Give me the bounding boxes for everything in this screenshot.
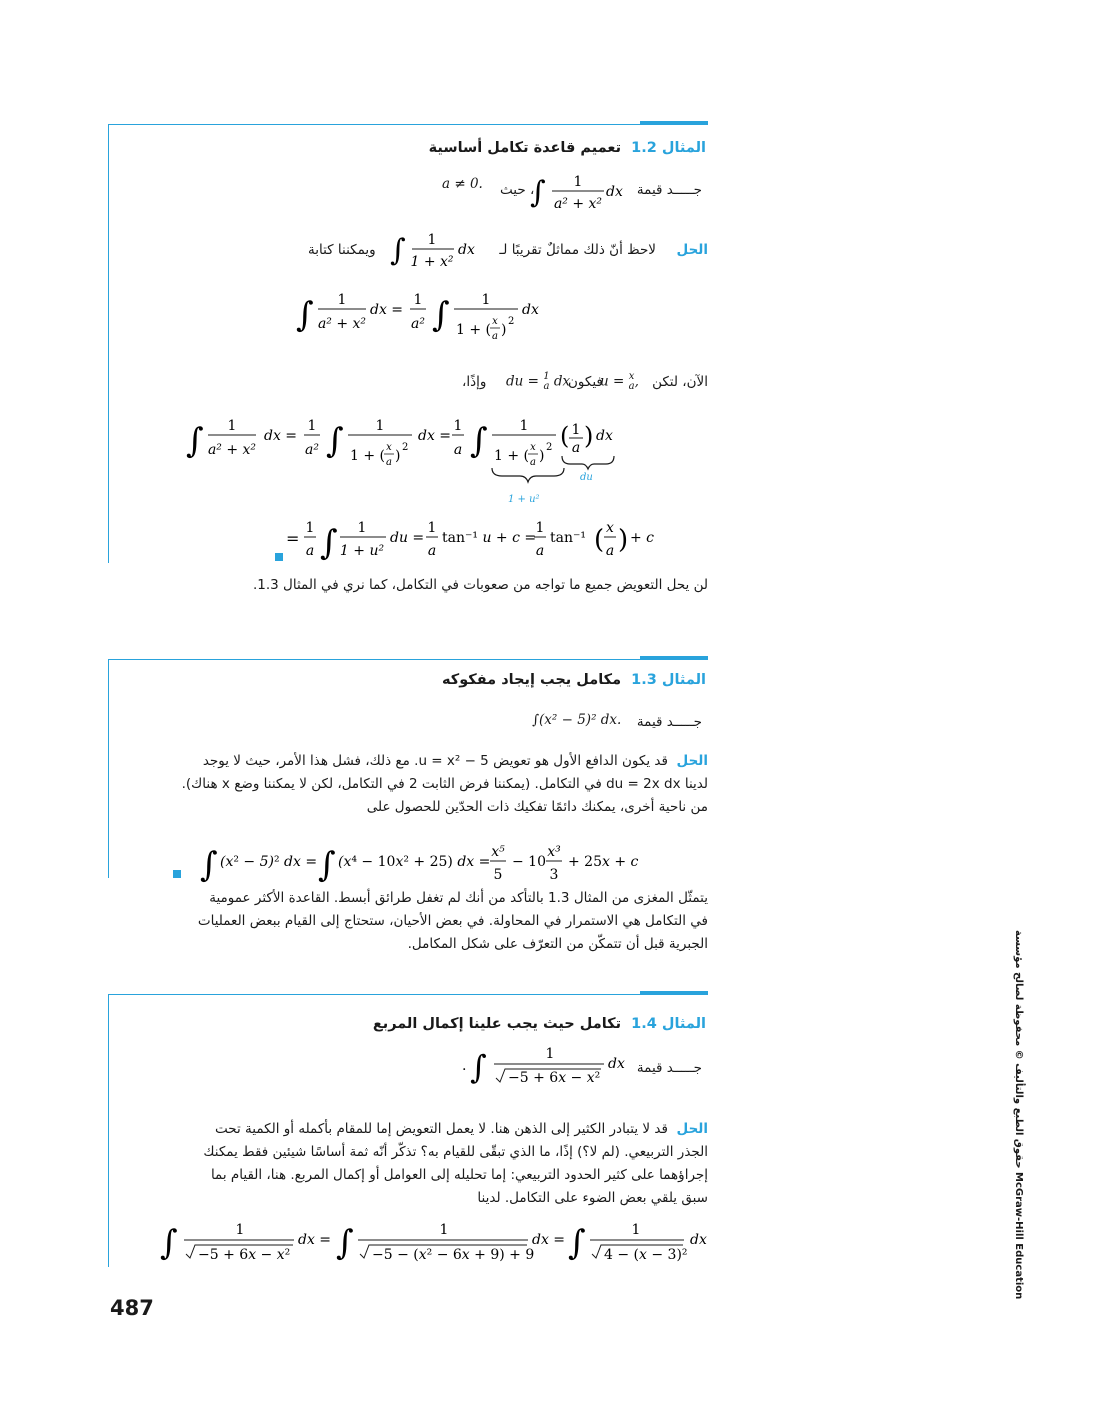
svg-text:dx =: dx =	[418, 428, 452, 444]
svg-text:x: x	[492, 316, 498, 327]
svg-text:x⁵: x⁵	[491, 844, 505, 860]
svg-text:x³: x³	[547, 844, 561, 860]
svg-text:4 − (x − 3)²: 4 − (x − 3)²	[604, 1247, 688, 1263]
svg-text:−5 + 6x − x²: −5 + 6x − x²	[508, 1070, 601, 1086]
solution-label: الحل	[676, 242, 708, 258]
para-line-1: يتمثّل المغزى من المثال 1.3 بالتأكد من أنك لم تغفل طرائق أبسط. القاعدة الأكثر عمومية	[209, 890, 708, 906]
svg-text:1: 1	[413, 292, 423, 308]
svg-text:a: a	[571, 440, 581, 456]
svg-text:dx: dx	[458, 242, 475, 258]
find-text: جـــــد قيمة	[636, 1060, 702, 1076]
equation-3	[282, 512, 662, 572]
svg-text:x: x	[606, 520, 614, 536]
svg-text:1: 1	[337, 292, 347, 308]
svg-text:1: 1	[357, 520, 367, 536]
svg-text:a²: a²	[305, 442, 319, 458]
solution-line-1: الحل قد يكون الدافع الأول هو تعويض u = x² − 5. مع ذلك، فشل هذا الأمر، حيث لا يوجد	[202, 753, 708, 769]
svg-text:∫: ∫	[530, 175, 546, 210]
integral-expression	[386, 228, 486, 273]
ex14-find-line	[460, 1042, 710, 1092]
svg-text:a² + x²: a² + x²	[207, 442, 257, 458]
svg-text:dx =: dx =	[298, 1232, 332, 1248]
solution-line-4: سبق يلقي بعض الضوء على التكامل. لدينا	[477, 1190, 708, 1206]
svg-text:a: a	[605, 543, 615, 559]
svg-text:∫: ∫	[326, 421, 344, 461]
svg-text:(: (	[560, 422, 570, 450]
svg-text:a: a	[427, 543, 437, 559]
svg-text:dx =: dx =	[370, 302, 404, 318]
svg-text:+ c: + c	[630, 530, 655, 546]
find-text: جـــــد قيمة	[636, 182, 702, 198]
note-du: du	[580, 472, 593, 483]
svg-text:3: 3	[549, 867, 559, 883]
solution-text: لاحظ أنّ ذلك مماثلٌ تقريبًا لـ	[499, 242, 656, 258]
svg-text:): )	[395, 448, 401, 464]
svg-text:2: 2	[546, 442, 553, 453]
example-tab	[640, 656, 708, 660]
ex13-solution	[128, 750, 708, 819]
svg-text:=: =	[286, 529, 300, 548]
svg-text:1: 1	[519, 418, 529, 434]
integral-expression	[460, 1042, 630, 1092]
ex13-equation	[200, 836, 650, 892]
svg-text:∫: ∫	[432, 295, 450, 335]
svg-text:1: 1	[235, 1222, 245, 1238]
svg-text:a² + x²: a² + x²	[317, 316, 367, 332]
svg-text:a: a	[386, 457, 392, 468]
svg-text:1 + (: 1 + (	[456, 322, 491, 338]
svg-text:1: 1	[573, 174, 583, 190]
svg-text:1: 1	[307, 418, 317, 434]
so-text: وإذًا،	[462, 374, 487, 390]
example-tab	[640, 991, 708, 995]
now-text: الآن، لتكن	[652, 374, 708, 390]
svg-text:a² + x²: a² + x²	[553, 196, 603, 212]
svg-text:): )	[501, 322, 507, 338]
svg-text:∫: ∫	[318, 845, 336, 885]
svg-text:∫: ∫	[186, 421, 204, 461]
svg-text:dx: dx	[596, 428, 613, 444]
svg-text:1: 1	[439, 1222, 449, 1238]
svg-text:1 + x²: 1 + x²	[410, 254, 454, 270]
example-label: المثال 1.4	[631, 1016, 706, 1032]
svg-text:−5 − (x² − 6x + 9) + 9: −5 − (x² − 6x + 9) + 9	[372, 1247, 535, 1263]
svg-text:dx: dx	[522, 302, 539, 318]
svg-text:dx =: dx =	[264, 428, 298, 444]
svg-text:1: 1	[631, 1222, 641, 1238]
find-text: جـــــد قيمة	[636, 714, 702, 730]
svg-text:a: a	[530, 457, 536, 468]
where-text: ، حيث	[500, 182, 535, 198]
example-title: تكامل حيث يجب علينا إكمال المربع	[372, 1016, 622, 1032]
svg-text:a: a	[305, 543, 315, 559]
end-of-example-marker	[173, 870, 181, 878]
note-1-plus-u2: 1 + u²	[508, 494, 540, 505]
svg-text:a²: a²	[411, 316, 425, 332]
svg-text:): )	[618, 525, 629, 555]
svg-text:+ 25x + c: + 25x + c	[568, 854, 639, 870]
svg-text:): )	[584, 422, 594, 450]
example-1-3-heading	[306, 672, 706, 688]
example-label: المثال 1.2	[631, 140, 706, 156]
para-line-3: الجبرية قبل أن تتمكّن من التعرّف على شكل المكامل.	[407, 936, 708, 952]
ex13-find-line	[530, 708, 710, 738]
example-1-2-heading	[306, 140, 706, 156]
svg-text:2: 2	[508, 316, 515, 327]
svg-text:x: x	[530, 442, 536, 453]
svg-text:1: 1	[453, 418, 463, 434]
solution-line-3: إجراؤهما على كثير الحدود التربيعي: إما تحليله إلى العوامل أو إكمال المربع. هنا، القيام بما	[210, 1167, 708, 1183]
svg-text:∫: ∫	[320, 523, 338, 563]
svg-text:dx: dx	[608, 1056, 625, 1072]
svg-text:tan⁻¹ u + c =: tan⁻¹ u + c =	[442, 530, 537, 546]
solution-line-3: من ناحية أخرى، يمكنك دائمًا تفكيك ذات الحدّين للحصول على	[366, 799, 708, 815]
copyright-side-note: حقوق الطبع والتأليف © محفوظة لصالح مؤسسة McGraw-Hill Education	[1013, 930, 1024, 1300]
svg-text:1 + (: 1 + (	[350, 448, 385, 464]
example-1-4-heading	[306, 1016, 706, 1032]
then-text: فيكون	[568, 374, 603, 390]
para-line-2: في التكامل هي الاستمرار في المحاولة. في بعض الأحيان، ستحتاج إلى القيام ببعض العمليات	[197, 913, 708, 929]
svg-text:1 + (: 1 + (	[494, 448, 529, 464]
svg-text:1: 1	[535, 520, 545, 536]
svg-text:−5 + 6x − x²: −5 + 6x − x²	[198, 1247, 291, 1263]
example-title: تعميم قاعدة تكامل أساسية	[428, 140, 622, 156]
svg-text:1 + u²: 1 + u²	[339, 543, 385, 559]
ex14-equation	[160, 1214, 720, 1272]
svg-text:.: .	[462, 1058, 467, 1074]
svg-text:∫: ∫	[296, 295, 314, 335]
svg-text:∫: ∫	[470, 1048, 487, 1086]
svg-text:− 10: − 10	[512, 854, 546, 870]
svg-text:(x² − 5)² dx =: (x² − 5)² dx =	[220, 854, 318, 870]
paragraph-after-1-3	[128, 887, 708, 956]
svg-text:dx: dx	[606, 184, 623, 200]
integral-expression	[526, 170, 626, 215]
svg-text:1: 1	[427, 520, 437, 536]
svg-text:5: 5	[493, 867, 503, 883]
ex12-substitution-line	[460, 368, 710, 398]
paragraph-after-1-2: لن يحل التعويض جميع ما تواجه من صعوبات في التكامل، كما نري في المثال 1.3.	[252, 577, 708, 593]
equation-1	[296, 284, 556, 354]
svg-text:1: 1	[305, 520, 315, 536]
solution-label: الحل	[676, 1121, 708, 1137]
svg-text:∫: ∫	[336, 1223, 354, 1263]
svg-text:(: (	[594, 525, 605, 555]
example-label: المثال 1.3	[631, 672, 706, 688]
svg-text:∫: ∫	[160, 1223, 178, 1263]
solution-text-2: ويمكننا كتابة	[308, 242, 376, 258]
solution-line-1: الحل قد لا يتبادر الكثير إلى الذهن هنا. لا يعمل التعويض إما للمقام بأكمله أو الكمية تحت	[215, 1121, 708, 1137]
example-tab	[640, 121, 708, 125]
svg-text:tan⁻¹: tan⁻¹	[550, 530, 586, 546]
svg-text:a: a	[492, 331, 498, 342]
svg-text:du =: du =	[390, 530, 425, 546]
svg-text:1: 1	[571, 422, 581, 438]
svg-text:1: 1	[375, 418, 385, 434]
svg-text:1: 1	[481, 292, 491, 308]
svg-text:∫: ∫	[200, 845, 218, 885]
page-number: 487	[110, 1296, 154, 1320]
svg-text:a: a	[535, 543, 545, 559]
svg-text:∫: ∫	[470, 421, 488, 461]
svg-text:1: 1	[545, 1046, 555, 1062]
cond-text: a ≠ 0.	[442, 176, 483, 192]
svg-text:dx =: dx =	[532, 1232, 566, 1248]
du-def: du = 1 a dx	[506, 371, 571, 392]
svg-text:∫: ∫	[568, 1223, 586, 1263]
solution-line-2: لدينا du = 2x dx في التكامل. (يمكننا فرض الثابت 2 في التكامل، لكن لا يمكننا وضع x هناك).	[181, 776, 708, 792]
svg-text:x: x	[386, 442, 392, 453]
svg-text:dx: dx	[690, 1232, 707, 1248]
svg-text:2: 2	[402, 442, 409, 453]
svg-text:(x⁴ − 10x² + 25) dx =: (x⁴ − 10x² + 25) dx =	[338, 854, 491, 870]
svg-text:): )	[539, 448, 545, 464]
example-title: مكامل يجب إيجاد مفكوكه	[441, 672, 622, 688]
solution-line-2: الجذر التربيعي. (لم لا؟) إذًا، ما الذي تبقّى للقيام به؟ تذكّر أنّه ثمة أساسًا شيئين فقط يمكنك	[203, 1144, 708, 1160]
u-def: u = x a,	[600, 371, 639, 392]
equation-2	[186, 406, 626, 506]
integral-expression: ∫(x² − 5)² dx.	[532, 712, 622, 728]
solution-label: الحل	[676, 753, 708, 769]
svg-text:a: a	[453, 442, 463, 458]
ex12-find-line	[430, 170, 710, 215]
svg-text:1: 1	[227, 418, 237, 434]
svg-text:1: 1	[427, 232, 437, 248]
ex12-solution-line	[300, 228, 710, 273]
svg-text:∫: ∫	[390, 233, 406, 268]
ex14-solution	[128, 1118, 708, 1210]
